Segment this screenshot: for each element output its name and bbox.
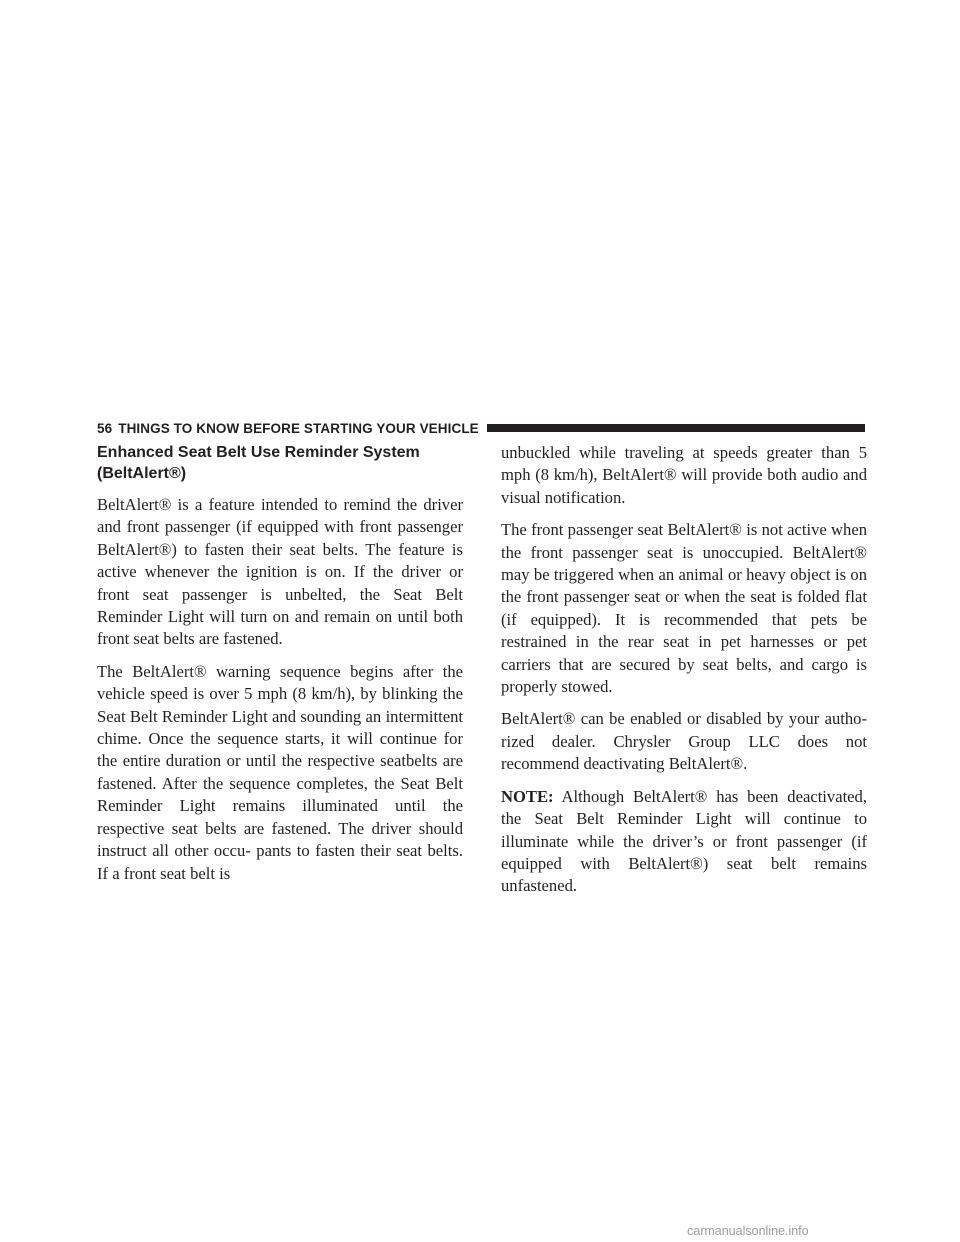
paragraph-passenger-seat: The front passenger seat BeltAlert® is not active when the front passenger seat is unoccupied. BeltAlert® may be triggered when an animal or heavy object is on the front passenger seat or when the seat is folded flat (if equipped). It is recommended that pets be restrained in the rear seat in pet harnesses or pet carriers that are secured by seat belts, and cargo is properly stowed. bbox=[501, 520, 867, 697]
note-text: Although BeltAlert® has been deactivated, the Seat Belt Reminder Light will continue to illuminate while the driver’s or front passenger (if equipped with BeltAlert®) seat belt remains unfastened. bbox=[501, 786, 867, 896]
left-column bbox=[97, 442, 463, 895]
paragraph-intro: BeltAlert® is a feature intended to remind the driver and front passenger (if equipped with front passenger BeltAlert®) to fasten their seat belts. The feature is active whenever the ignition is on. If the driver or front seat passenger is unbelted, the Seat Belt Reminder Light will turn on and remain on until both front seat belts are fastened. bbox=[97, 495, 463, 649]
paragraph-enable-disable: BeltAlert® can be enabled or disabled by your autho- rized dealer. Chrysler Group LLC does not recommend deactivating BeltAlert®. bbox=[501, 709, 867, 774]
section-heading bbox=[97, 442, 463, 484]
note-label: NOTE: bbox=[501, 786, 554, 806]
page-header bbox=[97, 418, 865, 438]
section-heading-line2: (BeltAlert®) bbox=[97, 465, 187, 482]
header-rule bbox=[487, 424, 865, 432]
note-paragraph bbox=[501, 786, 867, 898]
right-column bbox=[501, 442, 867, 908]
paragraph-continuation: unbuckled while traveling at speeds greater than 5 mph (8 km/h), BeltAlert® will provide both audio and visual notification. bbox=[501, 443, 867, 507]
paragraph-warning-sequence: The BeltAlert® warning sequence begins after the vehicle speed is over 5 mph (8 km/h), by blinking the Seat Belt Reminder Light and sounding an intermittent chime. Once the sequence starts, it will continue for the entire duration or until the respective seatbelts are fastened. After the sequence completes, the Seat Belt Reminder Light remains illuminated until the respective seat belts are fastened. The driver should instruct all other occu- pants to fasten their seat belts. If a front seat belt is bbox=[97, 661, 463, 883]
running-title: THINGS TO KNOW BEFORE STARTING YOUR VEHICLE bbox=[118, 420, 479, 436]
page-number: 56 bbox=[97, 420, 113, 436]
watermark-text: carmanualsonline.info bbox=[687, 1224, 809, 1238]
section-heading-line1: Enhanced Seat Belt Use Reminder System bbox=[97, 444, 420, 461]
